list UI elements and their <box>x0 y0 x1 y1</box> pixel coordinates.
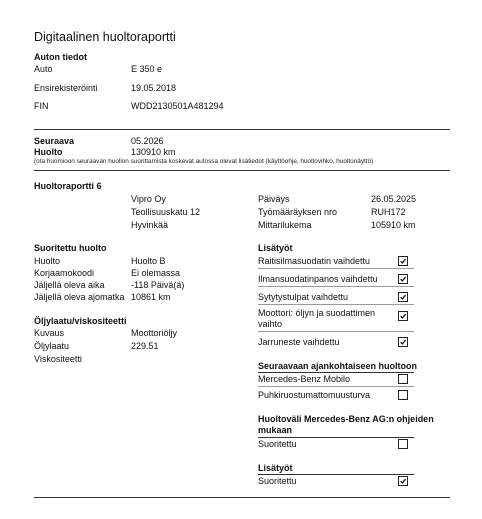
work-order-value: RUH172 <box>371 207 406 217</box>
performed-service-heading: Suoritettu huolto <box>34 243 107 253</box>
divider <box>258 437 414 438</box>
extra-item-label: vaihto <box>258 319 283 329</box>
row-divider <box>258 286 414 287</box>
interval-item-label: Suoritettu <box>258 439 297 449</box>
oil-grade-label: Öljylaatu <box>34 341 70 351</box>
report-heading: Huoltoraportti 6 <box>34 181 102 191</box>
recurring-item-label: Mercedes-Benz Mobilo <box>258 374 351 384</box>
extras-heading: Lisätyöt <box>258 243 293 253</box>
odometer-label: Mittarilukema <box>258 220 312 230</box>
checkbox-checked[interactable] <box>398 476 408 486</box>
car-label: Auto <box>34 64 53 74</box>
service-type-value: Huolto B <box>131 256 166 266</box>
workshop-city: Hyvinkää <box>131 220 169 230</box>
extra-item-label: Moottori: öljyn ja suodattimen <box>258 308 376 318</box>
recurring-item-label: Puhkiruostumattomuusturva <box>258 390 371 400</box>
date-value: 26.05.2025 <box>371 194 417 204</box>
recurring-heading: Seuraavaan ajankohtaiseen huoltoon <box>258 361 418 371</box>
next-service-mileage-value: 130910 km <box>131 147 176 157</box>
next-service-mileage-label: Huolto <box>34 147 63 157</box>
workshop-code-value: Ei olemassa <box>131 268 181 278</box>
remaining-time-label: Jäljellä oleva aika <box>34 280 105 290</box>
checkbox-unchecked[interactable] <box>398 439 408 449</box>
work-order-label: Työmääräyksen nro <box>258 207 338 217</box>
next-service-label: Seuraava <box>34 136 75 146</box>
row-divider <box>258 268 414 269</box>
car-info-heading: Auton tiedot <box>34 52 87 62</box>
car-value: E 350 e <box>131 64 163 74</box>
extra-item-label: Raitisilmasuodatin vaihdettu <box>258 256 371 266</box>
remaining-distance-label: Jäljellä oleva ajomatka <box>34 292 125 302</box>
checkbox-unchecked[interactable] <box>398 390 408 400</box>
extra-item-label: Sytytystulpat vaihdettu <box>258 292 349 302</box>
remaining-distance-value: 10861 km <box>131 292 171 302</box>
date-label: Päiväys <box>258 194 290 204</box>
registration-value: 19.05.2018 <box>131 83 177 93</box>
interval-heading: Huoltoväli Mercedes-Benz AG:n ohjeiden <box>258 414 434 424</box>
next-service-value: 05.2026 <box>131 136 164 146</box>
page-title: Digitaalinen huoltoraportti <box>34 30 176 44</box>
registration-label: Ensirekisteröinti <box>34 83 98 93</box>
checkbox-checked[interactable] <box>398 256 408 266</box>
oil-heading: Öljylaatu/viskositeetti <box>34 316 127 326</box>
viscosity-label: Viskositeetti <box>34 354 82 364</box>
row-divider <box>258 386 414 387</box>
checkbox-checked[interactable] <box>398 292 408 302</box>
bottom-divider <box>34 497 450 498</box>
extras2-heading: Lisätyöt <box>258 463 293 473</box>
row-divider <box>258 304 414 305</box>
checkbox-checked[interactable] <box>398 337 408 347</box>
next-service-note: (ota huomioon seuraavan huollon suorittamista koskevat autossa olevat lisätiedot (käyttöohje, huoltovihko, huoltonäyttö) <box>34 158 374 165</box>
extra-item-label: Ilmansuodatinpanos vaihdettu <box>258 274 378 284</box>
checkbox-checked[interactable] <box>398 311 408 321</box>
divider <box>258 372 414 373</box>
oil-grade-value: 229.51 <box>131 341 159 351</box>
odometer-value: 105910 km <box>371 220 416 230</box>
divider <box>258 474 414 475</box>
oil-description-label: Kuvaus <box>34 328 65 338</box>
checkbox-unchecked[interactable] <box>398 374 408 384</box>
workshop-code-label: Korjaamokoodi <box>34 268 95 278</box>
interval-heading: mukaan <box>258 425 293 435</box>
extra-item-label: Jarruneste vaihdettu <box>258 337 340 347</box>
fin-value: WDD2130501A481294 <box>131 101 224 111</box>
row-divider <box>258 331 414 332</box>
workshop-name: Vipro Oy <box>131 194 166 204</box>
divider <box>34 129 450 130</box>
divider <box>34 170 450 171</box>
fin-label: FIN <box>34 101 49 111</box>
checkbox-checked[interactable] <box>398 274 408 284</box>
remaining-time-value: -118 Päivä(ä) <box>131 280 185 290</box>
extras2-item-label: Suoritettu <box>258 476 297 486</box>
oil-description-value: Moottoriöljy <box>131 328 178 338</box>
workshop-street: Teollisuuskatu 12 <box>131 207 201 217</box>
service-type-label: Huolto <box>34 256 61 266</box>
